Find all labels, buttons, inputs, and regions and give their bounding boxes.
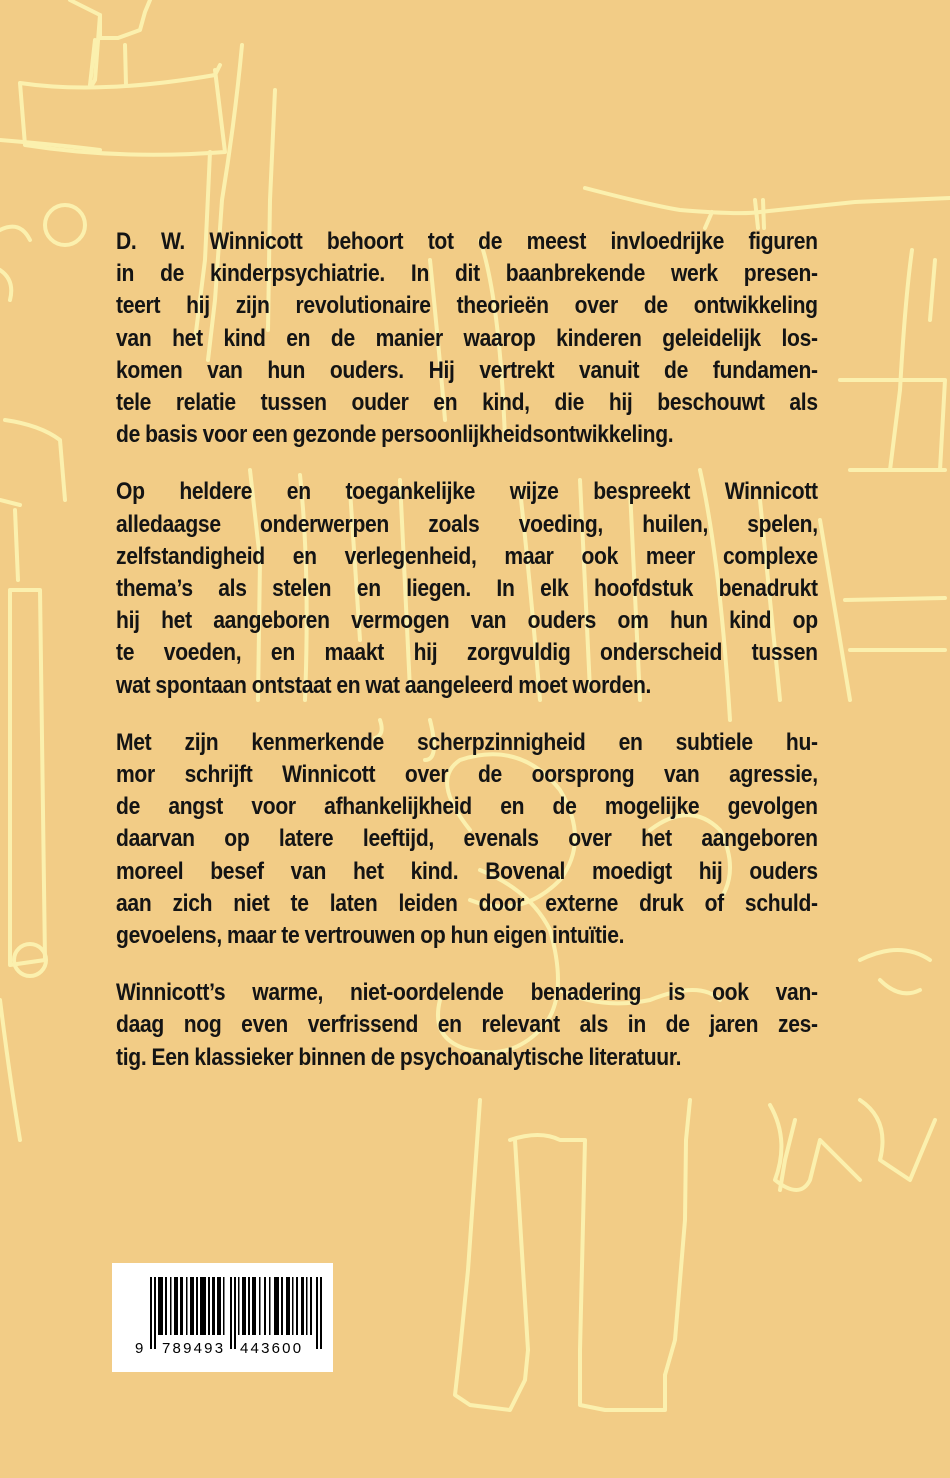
isbn-first-digit: 9 [135,1340,146,1357]
blurb-line: in de kinderpsychiatrie. In dit baanbrekende werk presen- [116,260,818,288]
blurb-line: zelfstandigheid en verlegenheid, maar ook meer complexe [116,542,818,570]
barcode-bars [150,1277,324,1349]
blurb-line: aan zich niet te laten leiden door externe druk of schuld- [116,889,818,917]
blurb-paragraph-3 [116,727,818,952]
blurb-line: tig. Een klassieker binnen de psychoanalytische literatuur. [116,1043,682,1071]
blurb-line: hij het aangeboren vermogen van ouders om hun kind op [116,607,818,635]
blurb-line: de angst voor afhankelijkheid en de mogelijke gevolgen [116,793,818,821]
isbn-right-digits: 443600 [240,1340,304,1357]
blurb-line: Winnicott’s warme, niet-oordelende benadering is ook van- [116,979,818,1007]
blurb-paragraph-2 [116,476,818,701]
blurb-line: Op heldere en toegankelijke wijze bespreekt Winnicott [116,478,818,506]
blurb-line: van het kind en de manier waarop kinderen geleidelijk los- [116,324,818,352]
blurb-line: wat spontaan ontstaat en wat aangeleerd moet worden. [116,671,652,699]
blurb-line: gevoelens, maar te vertrouwen op hun eigen intuïtie. [116,922,625,950]
blurb-line: tele relatie tussen ouder en kind, die hij beschouwt als [116,389,818,417]
blurb-line: de basis voor een gezonde persoonlijkheidsontwikkeling. [116,421,674,449]
blurb-paragraph-4 [116,977,818,1074]
blurb-line: moreel besef van het kind. Bovenal moedigt hij ouders [116,857,818,885]
blurb-line: alledaagse onderwerpen zoals voeding, huilen, spelen, [116,510,818,538]
back-cover-blurb [116,226,818,1099]
isbn-barcode [112,1263,333,1372]
blurb-line: daag nog even verfrissend en relevant als in de jaren zes- [116,1011,818,1039]
blurb-line: komen van hun ouders. Hij vertrekt vanuit de fundamen- [116,356,818,384]
blurb-paragraph-1 [116,226,818,451]
isbn-left-digits: 789493 [162,1340,226,1357]
blurb-line: teert hij zijn revolutionaire theorieën over de ontwikkeling [116,292,818,320]
blurb-line: thema’s als stelen en liegen. In elk hoofdstuk benadrukt [116,575,818,603]
blurb-line: daarvan op latere leeftijd, evenals over het aangeboren [116,825,818,853]
blurb-line: Met zijn kenmerkende scherpzinnigheid en subtiele hu- [116,728,818,756]
blurb-line: te voeden, en maakt hij zorgvuldig onderscheid tussen [116,639,818,667]
blurb-line: D. W. Winnicott behoort tot de meest invloedrijke figuren [116,228,818,255]
blurb-line: mor schrijft Winnicott over de oorsprong van agressie, [116,761,818,789]
isbn-digits [112,1340,333,1360]
